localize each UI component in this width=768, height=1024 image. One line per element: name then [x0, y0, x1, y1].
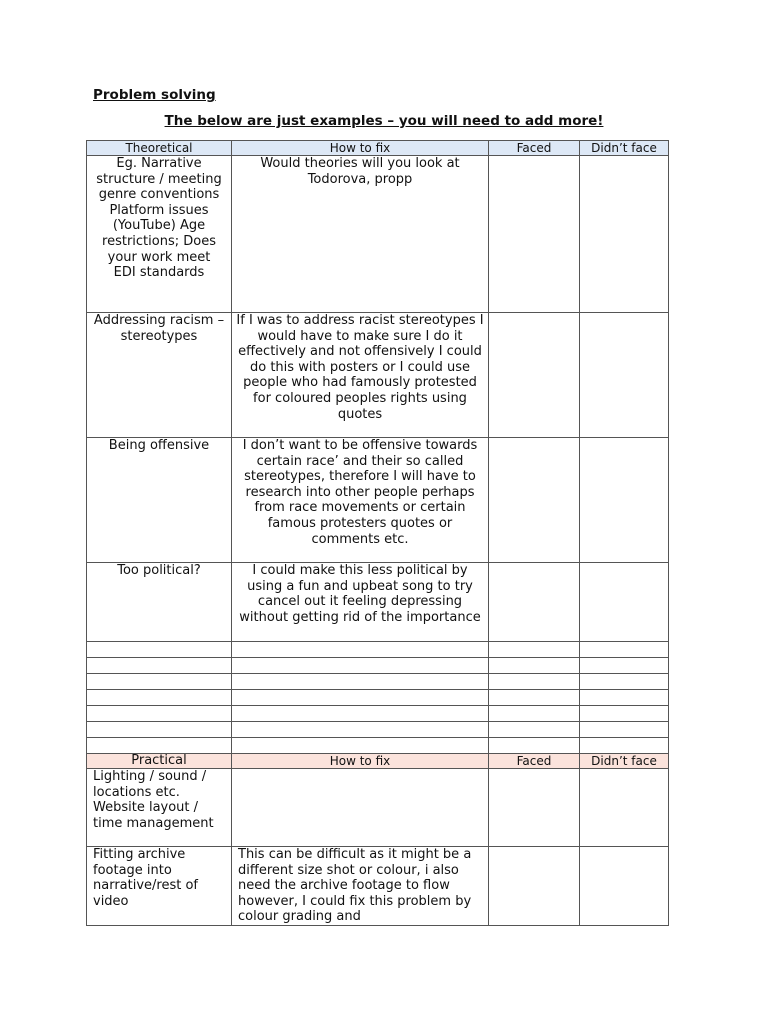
faced-cell — [489, 769, 580, 847]
didnt-face-cell — [580, 438, 669, 563]
header-didnt-face: Didn’t face — [580, 141, 669, 156]
header-how-to-fix: How to fix — [232, 141, 489, 156]
table-row — [87, 563, 669, 642]
faced-cell — [489, 438, 580, 563]
table-row — [87, 438, 669, 563]
issue-cell: Addressing racism – stereotypes — [87, 313, 232, 438]
didnt-face-cell — [580, 156, 669, 313]
practical-header-row — [87, 754, 669, 769]
table-row — [87, 847, 669, 926]
page-title: Problem solving — [93, 87, 216, 103]
empty-row — [87, 642, 669, 658]
fix-cell: This can be difficult as it might be a different size shot or colour, i also need the archive footage to flow however, I could fix this problem by colour grading and — [232, 847, 489, 926]
issue-cell: Lighting / sound / locations etc. Website layout / time management — [87, 769, 232, 847]
empty-row — [87, 690, 669, 706]
fix-cell — [232, 769, 489, 847]
didnt-face-cell — [580, 847, 669, 926]
subtitle-text: The below are just examples – you will need to add more! — [164, 113, 604, 129]
table-row — [87, 313, 669, 438]
fix-cell: I don’t want to be offensive towards certain race’ and their so called stereotypes, therefore I will have to research into other people perhaps from race movements or certain famous protesters quotes or comments etc. — [232, 438, 489, 563]
header-practical: Practical — [87, 754, 232, 769]
empty-row — [87, 674, 669, 690]
theoretical-header-row — [87, 141, 669, 156]
empty-row — [87, 738, 669, 754]
header-theoretical: Theoretical — [87, 141, 232, 156]
header-how-to-fix: How to fix — [232, 754, 489, 769]
header-faced: Faced — [489, 754, 580, 769]
empty-row — [87, 658, 669, 674]
issue-cell: Fitting archive footage into narrative/rest of video — [87, 847, 232, 926]
fix-cell: Would theories will you look at Todorova, propp — [232, 156, 489, 313]
empty-row — [87, 706, 669, 722]
didnt-face-cell — [580, 313, 669, 438]
faced-cell — [489, 847, 580, 926]
issue-cell: Eg. Narrative structure / meeting genre conventions Platform issues (YouTube) Age restrictions; Does your work meet EDI standards — [87, 156, 232, 313]
table-row — [87, 769, 669, 847]
faced-cell — [489, 156, 580, 313]
fix-cell: If I was to address racist stereotypes I would have to make sure I do it effectively and not offensively I could do this with posters or I could use people who had famously protested for coloured peoples rights using quotes — [232, 313, 489, 438]
issue-cell: Being offensive — [87, 438, 232, 563]
faced-cell — [489, 313, 580, 438]
didnt-face-cell — [580, 563, 669, 642]
header-didnt-face: Didn’t face — [580, 754, 669, 769]
empty-row — [87, 722, 669, 738]
problem-solving-table — [86, 140, 669, 926]
fix-cell: I could make this less political by using a fun and upbeat song to try cancel out it feeling depressing without getting rid of the importance — [232, 563, 489, 642]
table-row — [87, 156, 669, 313]
page-subtitle — [0, 113, 768, 129]
header-faced: Faced — [489, 141, 580, 156]
faced-cell — [489, 563, 580, 642]
didnt-face-cell — [580, 769, 669, 847]
issue-cell: Too political? — [87, 563, 232, 642]
